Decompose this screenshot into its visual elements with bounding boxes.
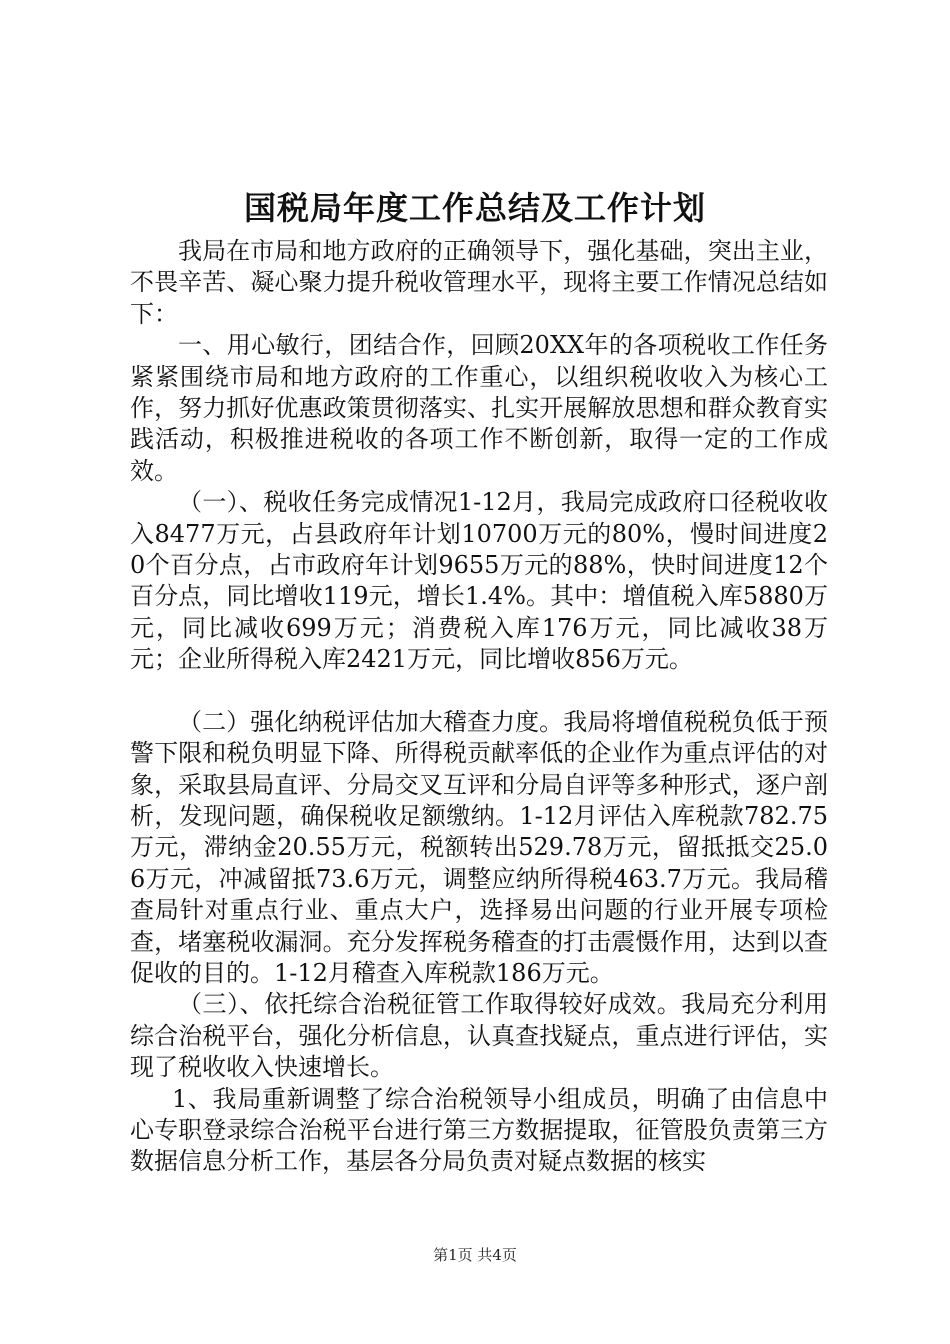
- paragraph-tax-task: （一）、税收任务完成情况1-12月，我局完成政府口径税收收入8477万元，占县政府年计划10700万元的80%，慢时间进度20个百分点，占市政府年计划9655万元的88%，快时间进度12个百分点，同比增收119元，增长1.4%。其中：增值税入库5880万元，同比减收699万元；消费税入库176万元，同比减收38万元；企业所得税入库2421万元，同比增收856万元。: [130, 488, 828, 674]
- paragraph-intro: 我局在市局和地方政府的正确领导下，强化基础，突出主业，不畏辛苦、凝心聚力提升税收管理水平，现将主要工作情况总结如下：: [130, 237, 828, 328]
- paragraph-section-one: 一、用心敏行，团结合作，回顾20XX年的各项税收工作任务紧紧围绕市局和地方政府的工作重心，以组织税收收入为核心工作，努力抓好优惠政策贯彻落实、扎实开展解放思想和群众教育实践活动，积极推进税收的各项工作不断创新，取得一定的工作成效。: [130, 331, 828, 485]
- page-number-footer: 第1页 共4页: [433, 1246, 517, 1264]
- paragraph-item-one: 1、我局重新调整了综合治税领导小组成员，明确了由信息中心专职登录综合治税平台进行第三方数据提取，征管股负责第三方数据信息分析工作，基层各分局负责对疑点数据的核实: [130, 1084, 828, 1176]
- document-title: 国税局年度工作总结及工作计划: [243, 189, 706, 227]
- document-body: [130, 236, 828, 1178]
- paragraph-comprehensive-tax: （三）、依托综合治税征管工作取得较好成效。我局充分利用综合治税平台，强化分析信息，认真查找疑点，重点进行评估，实现了税收收入快速增长。: [130, 990, 828, 1082]
- paragraph-tax-assessment: （二）强化纳税评估加大稽查力度。我局将增值税税负低于预警下限和税负明显下降、所得税贡献率低的企业作为重点评估的对象，采取县局直评、分局交叉互评和分局自评等多种形式，逐户剖析，发现问题，确保税收足额缴纳。1-12月评估入库税款782.75万元，滞纳金20.55万元，税额转出529.78万元，留抵抵交25.06万元，冲减留抵73.6万元，调整应纳所得税463.7万元。我局稽查局针对重点行业、重点大户，选择易出问题的行业开展专项检查，堵塞税收漏洞。充分发挥税务稽查的打击震慑作用，达到以查促收的目的。1-12月稽查入库税款186万元。: [130, 707, 828, 987]
